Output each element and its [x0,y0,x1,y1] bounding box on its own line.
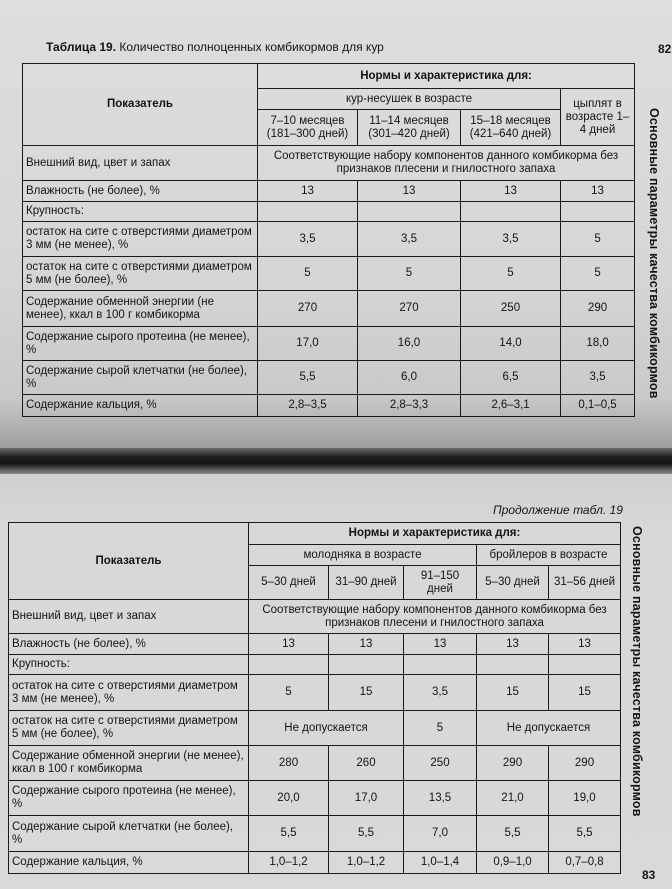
col-header: 7–10 месяцев (181–300 дней) [258,110,358,146]
table-cell: 5,5 [549,816,621,852]
table-cell: 270 [258,291,358,327]
table-cell: 0,1–0,5 [561,395,635,417]
table-cell: 3,5 [258,222,358,257]
table-cell: 0,7–0,8 [549,852,621,874]
book-spine-shadow [0,448,672,474]
table-cell: 2,8–3,3 [358,395,461,417]
row-label: Внешний вид, цвет и запах [9,600,249,634]
table-cell: 5 [404,711,477,746]
table-cell: 1,0–1,2 [329,852,404,874]
table-cell: 14,0 [461,327,561,361]
indicator-header: Показатель [23,64,258,146]
table-cell: 13 [258,181,358,202]
group-header-chicks: цыплят в возрасте 1–4 дней [561,89,635,146]
table-cell [358,202,461,222]
table-cell: 1,0–1,2 [249,852,329,874]
table-cell: 5,5 [249,816,329,852]
table-cell: 21,0 [477,781,549,816]
table-cell: 290 [549,746,621,781]
table-cell: 0,9–1,0 [477,852,549,874]
table-cell: 15 [549,675,621,711]
table-cell: 5 [461,257,561,291]
table-cell [258,202,358,222]
table-cell: 17,0 [329,781,404,816]
row-label: остаток на сите с отверстиями диаметром 5 мм (не более), % [9,711,249,746]
table-cell: 290 [561,291,635,327]
table-cell: 7,0 [404,816,477,852]
continuation-caption: Продолжение табл. 19 [493,503,623,517]
feed-table-young-broilers [8,522,621,874]
table-cell: 5 [249,675,329,711]
row-label: Содержание обменной энергии (не менее), ккал в 100 г комбикорма [23,291,258,327]
table-cell: 1,0–1,4 [404,852,477,874]
row-label: остаток на сите с отверстиями диаметром 5 мм (не более), % [23,257,258,291]
table-cell: 13 [477,634,549,655]
table-cell: 13 [249,634,329,655]
row-label: Крупность: [9,655,249,675]
row-label: Внешний вид, цвет и запах [23,146,258,181]
table-cell: 6,5 [461,361,561,395]
row-label: Содержание сырой клетчатки (не более), % [9,816,249,852]
table-cell: 13 [358,181,461,202]
page-83 [0,474,672,889]
table-cell: 290 [477,746,549,781]
table-cell: 19,0 [549,781,621,816]
table-cell [561,202,635,222]
table-caption [46,40,384,54]
page-number: 83 [642,868,656,882]
table-cell: 260 [329,746,404,781]
row-label: остаток на сите с отверстиями диаметром 3 мм (не менее), % [23,222,258,257]
table-cell: 5,5 [329,816,404,852]
table-cell: Не допускается [477,711,621,746]
row-label: Влажность (не более), % [23,181,258,202]
table-cell: 13 [561,181,635,202]
table-cell: 13 [549,634,621,655]
table-cell: 3,5 [404,675,477,711]
row-label: Содержание сырой клетчатки (не более), % [23,361,258,395]
row-label: Содержание сырого протеина (не менее), % [9,781,249,816]
row-label: остаток на сите с отверстиями диаметром 3 мм (не менее), % [9,675,249,711]
running-title: Основные параметры качества комбикормов [630,526,644,817]
table-cell: 5,5 [258,361,358,395]
table-cell: 13 [329,634,404,655]
table-cell: 20,0 [249,781,329,816]
table-cell: 13 [461,181,561,202]
table-cell: 16,0 [358,327,461,361]
table-cell: 2,8–3,5 [258,395,358,417]
row-label: Содержание обменной энергии (не менее), ккал в 100 г комбикорма [9,746,249,781]
table-cell [461,202,561,222]
table-cell: 15 [329,675,404,711]
col-header: 15–18 месяцев (421–640 дней) [461,110,561,146]
table-cell: 5,5 [477,816,549,852]
page-number: 82 [658,42,672,56]
col-header: 31–90 дней [329,566,404,600]
table-cell: 5 [561,257,635,291]
running-title: Основные параметры качества комбикормов [647,108,661,399]
table-cell [477,655,549,675]
row-label: Содержание кальция, % [23,395,258,417]
feed-table-hens [22,63,635,417]
group-header-hens: кур-несушек в возрасте [258,89,561,110]
table-cell: Соответствующие набору компонентов данного комбикорма без признаков плесени и гнилостного запаха [258,146,635,181]
table-cell [549,655,621,675]
table-cell: 17,0 [258,327,358,361]
table-cell: 5 [358,257,461,291]
table-cell: 13,5 [404,781,477,816]
group-header-broilers: бройлеров в возрасте [477,545,621,566]
table-cell: 5 [561,222,635,257]
table-cell: 5 [258,257,358,291]
table-cell: 18,0 [561,327,635,361]
table-cell: 15 [477,675,549,711]
table-caption-text: Количество полноценных комбикормов для кур [116,40,384,54]
col-header: 91–150 дней [404,566,477,600]
table-cell: Соответствующие набору компонентов данного комбикорма без признаков плесени и гнилостного запаха [249,600,621,634]
row-label: Содержание кальция, % [9,852,249,874]
row-label: Крупность: [23,202,258,222]
indicator-header: Показатель [9,523,249,600]
table-cell: 3,5 [561,361,635,395]
col-header: 5–30 дней [249,566,329,600]
col-header: 5–30 дней [477,566,549,600]
norms-header: Нормы и характеристика для: [249,523,621,545]
table-cell: 3,5 [358,222,461,257]
table-cell: 270 [358,291,461,327]
table-cell: 280 [249,746,329,781]
table-cell [249,655,329,675]
table-cell: 250 [461,291,561,327]
table-cell [404,655,477,675]
row-label: Содержание сырого протеина (не менее), % [23,327,258,361]
row-label: Влажность (не более), % [9,634,249,655]
norms-header: Нормы и характеристика для: [258,64,635,89]
col-header: 31–56 дней [549,566,621,600]
table-cell: Не допускается [249,711,404,746]
table-cell: 3,5 [461,222,561,257]
group-header-young: молодняка в возрасте [249,545,477,566]
col-header: 11–14 месяцев (301–420 дней) [358,110,461,146]
table-caption-number: Таблица 19. [46,40,117,54]
table-cell: 250 [404,746,477,781]
table-cell: 13 [404,634,477,655]
table-cell: 2,6–3,1 [461,395,561,417]
table-cell: 6,0 [358,361,461,395]
table-cell [329,655,404,675]
